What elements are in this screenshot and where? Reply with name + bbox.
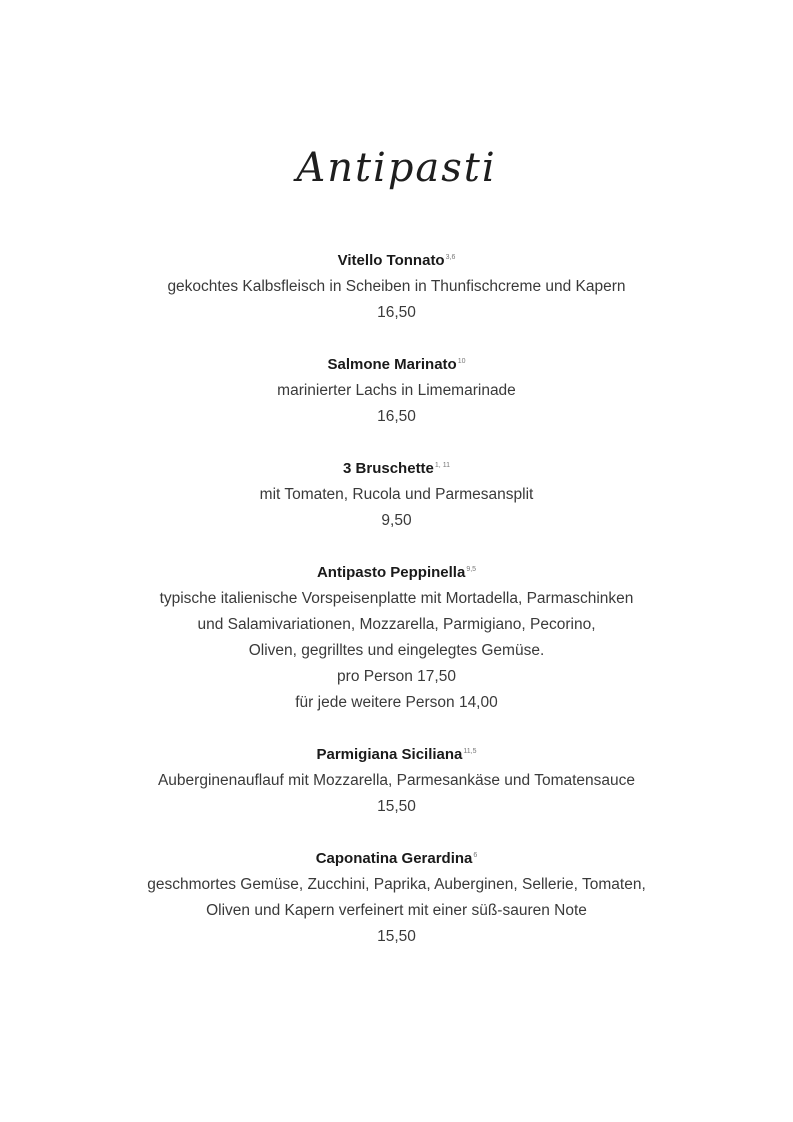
item-description: Auberginenauflauf mit Mozzarella, Parmesankäse und Tomatensauce — [157, 772, 636, 789]
item-description: und Salamivariationen, Mozzarella, Parmigiano, Pecorino, — [197, 616, 596, 633]
item-name — [0, 742, 793, 768]
item-description: Oliven und Kapern verfeinert mit einer süß-sauren Note — [206, 902, 587, 919]
item-name — [0, 248, 793, 274]
item-name — [0, 560, 793, 586]
item-name — [0, 352, 793, 378]
allergen-note: 9,5 — [466, 566, 477, 573]
item-description: typische italienische Vorspeisenplatte mit Mortadella, Parmaschinken — [159, 590, 634, 607]
menu-item — [0, 742, 793, 820]
item-price: für jede weitere Person 14,00 — [295, 694, 498, 711]
item-name-text: Parmigiana Siciliana — [316, 746, 463, 763]
item-description: marinierter Lachs in Limemarinade — [277, 382, 516, 399]
item-name — [0, 846, 793, 872]
menu-item — [0, 456, 793, 534]
item-price: 15,50 — [377, 798, 416, 815]
menu-list — [0, 248, 793, 976]
allergen-note: 3,6 — [445, 254, 456, 261]
menu-item — [0, 560, 793, 716]
menu-item — [0, 248, 793, 326]
item-description: gekochtes Kalbsfleisch in Scheiben in Thunfischcreme und Kapern — [167, 278, 626, 295]
menu-item — [0, 352, 793, 430]
menu-item — [0, 846, 793, 950]
item-name-text: Salmone Marinato — [327, 356, 457, 373]
page-title: Antipasti — [296, 145, 497, 191]
item-description: mit Tomaten, Rucola und Parmesansplit — [259, 486, 534, 503]
item-description: geschmortes Gemüse, Zucchini, Paprika, Auberginen, Sellerie, Tomaten, — [147, 876, 646, 893]
item-name-text: Vitello Tonnato — [337, 252, 445, 269]
allergen-note: 1, 11 — [434, 462, 450, 469]
item-price: 9,50 — [381, 512, 412, 529]
item-price: 16,50 — [377, 408, 416, 425]
item-name-text: Antipasto Peppinella — [316, 564, 466, 581]
item-price: 15,50 — [377, 928, 416, 945]
item-name-text: Caponatina Gerardina — [315, 850, 473, 867]
allergen-note: 11,5 — [463, 748, 477, 755]
item-name — [0, 456, 793, 482]
allergen-note: 10 — [457, 358, 466, 365]
item-name-text: 3 Bruschette — [343, 460, 434, 477]
allergen-note: 6 — [473, 852, 478, 859]
item-price: pro Person 17,50 — [337, 668, 456, 685]
item-description: Oliven, gegrilltes und eingelegtes Gemüse. — [248, 642, 545, 659]
item-price: 16,50 — [377, 304, 416, 321]
